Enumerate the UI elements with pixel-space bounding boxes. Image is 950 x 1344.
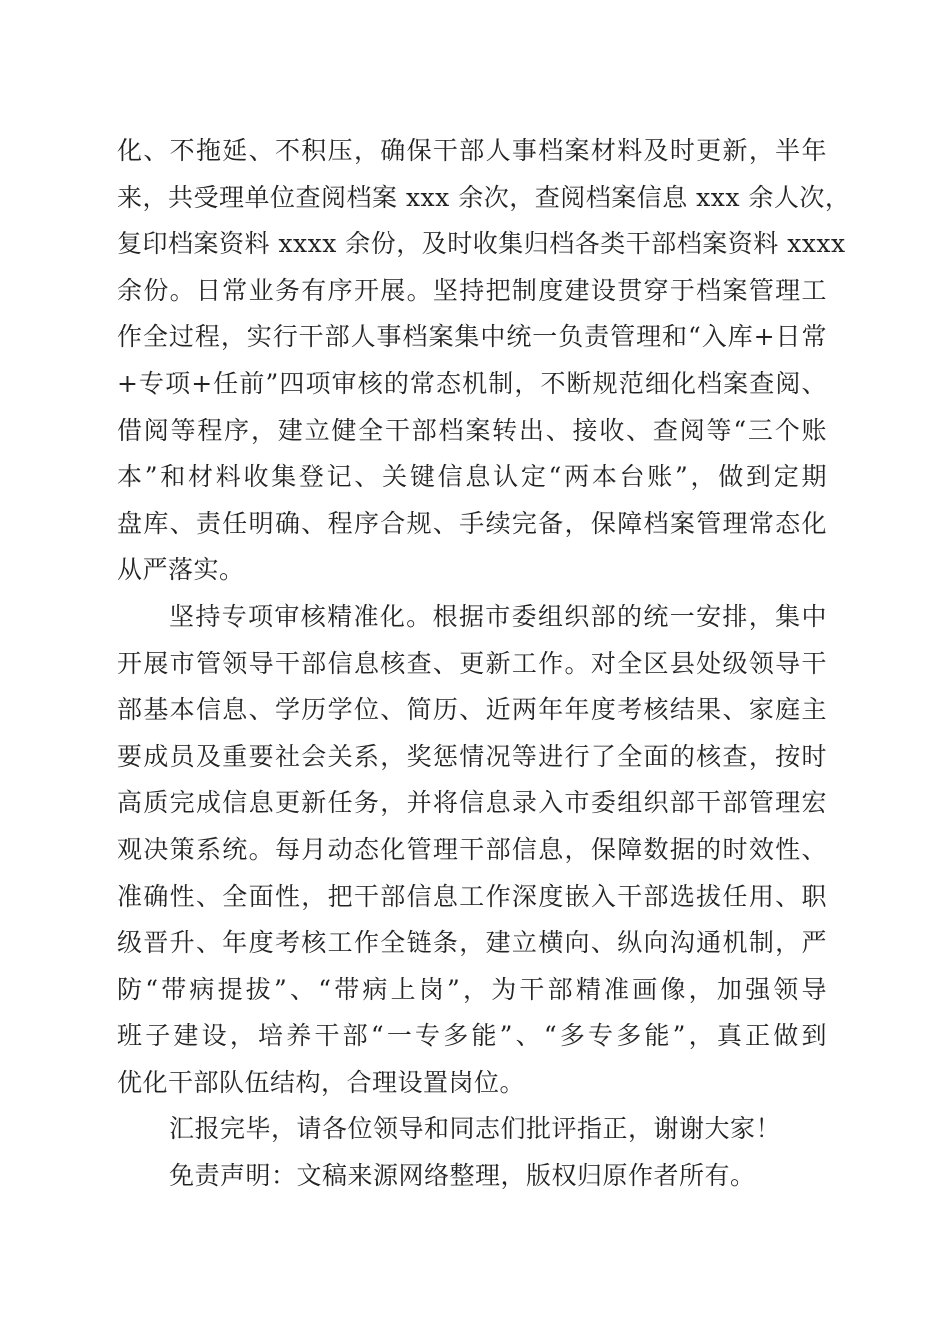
text-line: 要成员及重要社会关系，奖惩情况等进行了全面的核查，按时 (117, 741, 827, 771)
text-line: 来，共受理单位查阅档案 xxx 余次，查阅档案信息 xxx 余人次， (117, 182, 851, 212)
text-line: 复印档案资料 xxxx 余份，及时收集归档各类干部档案资料 xxxx (117, 229, 846, 259)
text-line: 本”和材料收集登记、关键信息认定“两本台账”，做到定期 (117, 462, 827, 492)
text-line: 优化干部队伍结构，合理设置岗位。 (117, 1067, 526, 1097)
text-line: 化、不拖延、不积压，确保干部人事档案材料及时更新，半年 (117, 136, 827, 165)
text-line: 班子建设，培养干部“一专多能”、“多专多能”，真正做到 (117, 1021, 827, 1051)
text-line: 从严落实。 (117, 555, 245, 585)
text-line: 余份。日常业务有序开展。坚持把制度建设贯穿于档案管理工 (117, 275, 827, 305)
text-line: 免责声明：文稿来源网络整理，版权归原作者所有。 (169, 1161, 756, 1191)
text-line: 准确性、全面性，把干部信息工作深度嵌入干部选拔任用、职 (117, 881, 827, 911)
text-line: 汇报完毕，请各位领导和同志们批评指正，谢谢大家！ (169, 1114, 782, 1144)
text-line: +专项+任前”四项审核的常态机制，不断规范细化档案查阅、 (117, 368, 827, 398)
text-line: 部基本信息、学历学位、简历、近两年年度考核结果、家庭主 (117, 695, 827, 725)
closing-remark (117, 1106, 827, 1153)
document-body (117, 128, 851, 1200)
text-line: 作全过程，实行干部人事档案集中统一负责管理和“入库+日常 (117, 322, 827, 352)
text-line: 坚持专项审核精准化。根据市委组织部的统一安排，集中 (169, 601, 827, 631)
paragraph-special-review (117, 594, 827, 1107)
text-line: 级晋升、年度考核工作全链条，建立横向、纵向沟通机制，严 (117, 928, 827, 958)
disclaimer (117, 1153, 827, 1200)
text-line: 盘库、责任明确、程序合规、手续完备，保障档案管理常态化 (117, 508, 827, 538)
paragraph-archive-management (117, 128, 851, 594)
text-line: 防“带病提拔”、“带病上岗”，为干部精准画像，加强领导 (117, 974, 827, 1004)
text-line: 高质完成信息更新任务，并将信息录入市委组织部干部管理宏 (117, 788, 827, 818)
text-line: 借阅等程序，建立健全干部档案转出、接收、查阅等“三个账 (117, 415, 827, 445)
text-line: 观决策系统。每月动态化管理干部信息，保障数据的时效性、 (117, 834, 827, 864)
text-line: 开展市管领导干部信息核查、更新工作。对全区县处级领导干 (117, 648, 827, 678)
